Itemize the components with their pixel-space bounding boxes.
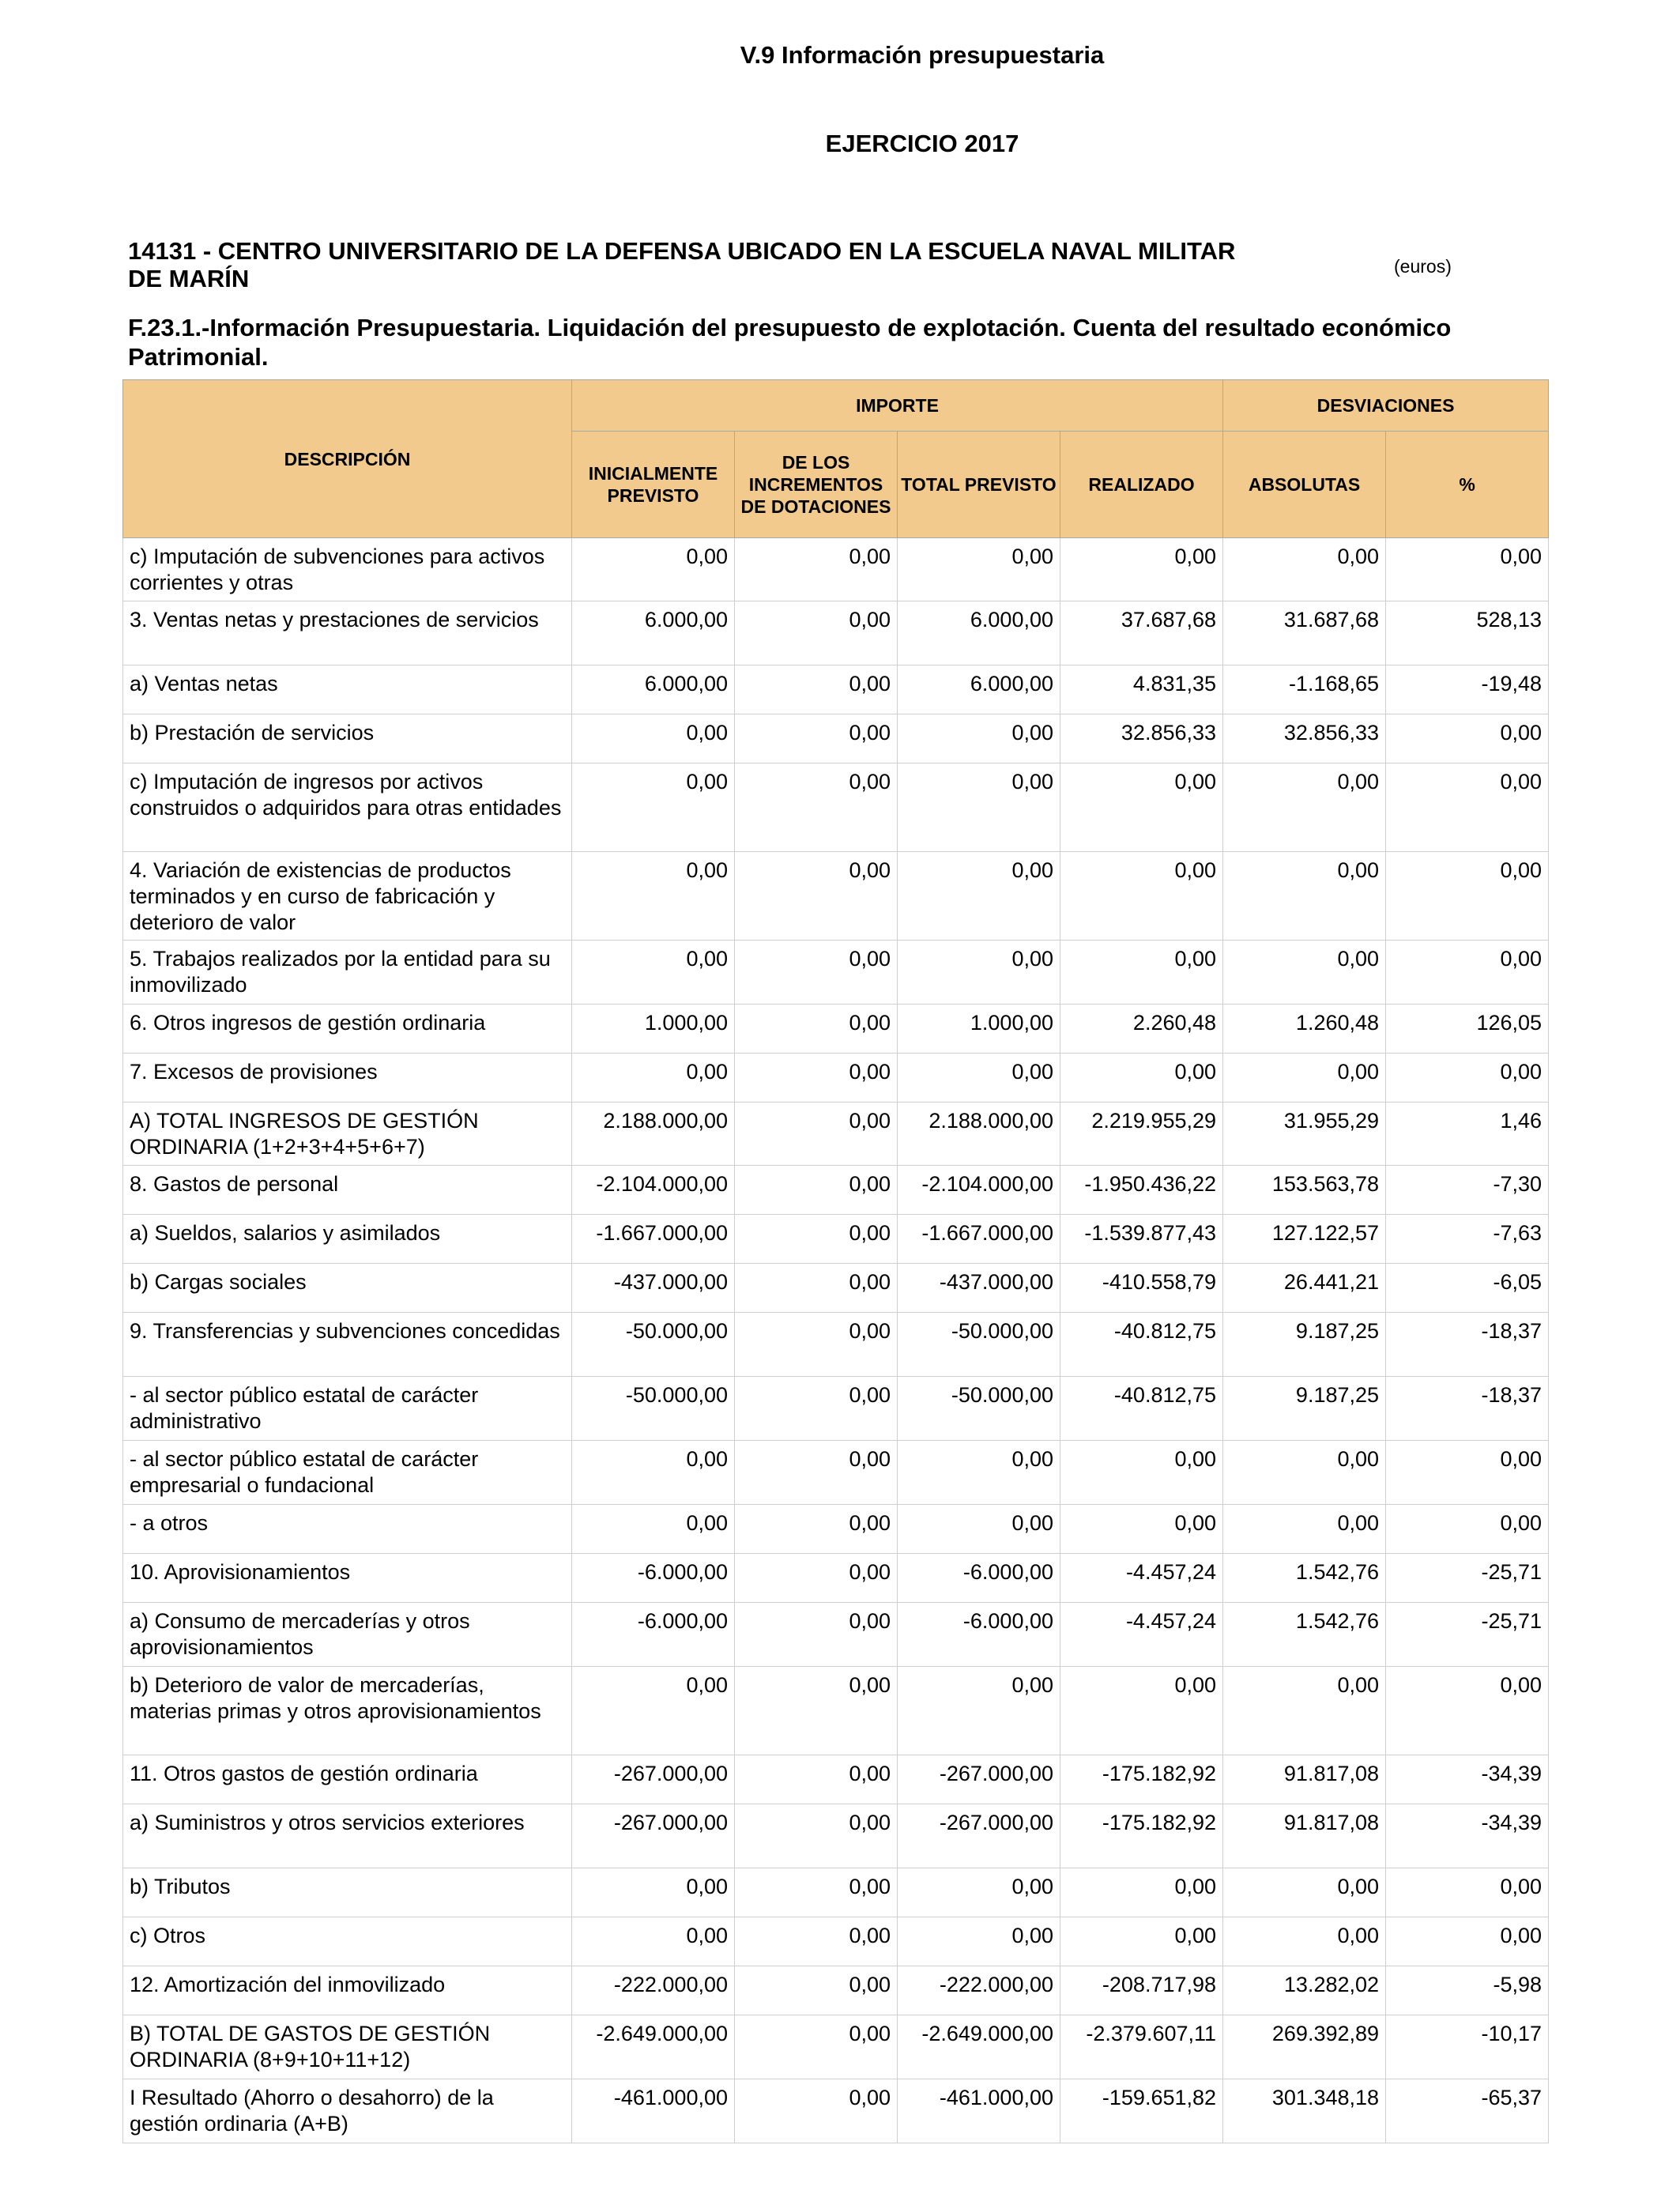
cell-ini: 0,00 [572, 1054, 735, 1103]
cell-abs: 1.542,76 [1223, 1603, 1386, 1667]
cell-pct: 1,46 [1386, 1103, 1549, 1166]
cell-tot: 0,00 [898, 941, 1060, 1005]
cell-ini: -6.000,00 [572, 1554, 735, 1603]
cell-inc: 0,00 [735, 1005, 898, 1054]
row-description: 9. Transferencias y subvenciones concedidas [123, 1313, 572, 1377]
cell-tot: -267.000,00 [898, 1755, 1060, 1804]
cell-rea: 0,00 [1060, 763, 1223, 852]
cell-tot: -50.000,00 [898, 1377, 1060, 1441]
row-description: I Resultado (Ahorro o desahorro) de la gestión ordinaria (A+B) [123, 2079, 572, 2143]
header-realizado: REALIZADO [1060, 432, 1223, 538]
table-row [123, 1215, 1549, 1264]
cell-tot: 0,00 [898, 1868, 1060, 1917]
cell-abs: 0,00 [1223, 1917, 1386, 1966]
cell-inc: 0,00 [735, 1917, 898, 1966]
cell-ini: -1.667.000,00 [572, 1215, 735, 1264]
budget-table [122, 379, 1549, 2143]
table-row [123, 1264, 1549, 1313]
cell-abs: 31.687,68 [1223, 601, 1386, 665]
cell-inc: 0,00 [735, 1603, 898, 1667]
cell-tot: 0,00 [898, 763, 1060, 852]
cell-inc: 0,00 [735, 1377, 898, 1441]
table-row [123, 763, 1549, 852]
cell-tot: -2.649.000,00 [898, 2015, 1060, 2079]
cell-inc: 0,00 [735, 941, 898, 1005]
cell-abs: 0,00 [1223, 1441, 1386, 1505]
cell-inc: 0,00 [735, 1505, 898, 1554]
cell-pct: 126,05 [1386, 1005, 1549, 1054]
cell-rea: 4.831,35 [1060, 665, 1223, 714]
cell-tot: -461.000,00 [898, 2079, 1060, 2143]
cell-ini: -50.000,00 [572, 1377, 735, 1441]
cell-ini: 0,00 [572, 1505, 735, 1554]
cell-rea: 0,00 [1060, 538, 1223, 601]
cell-pct: 0,00 [1386, 1868, 1549, 1917]
cell-ini: -50.000,00 [572, 1313, 735, 1377]
cell-abs: -1.168,65 [1223, 665, 1386, 714]
cell-inc: 0,00 [735, 1166, 898, 1215]
cell-ini: 0,00 [572, 538, 735, 601]
table-row [123, 941, 1549, 1005]
cell-inc: 0,00 [735, 665, 898, 714]
cell-rea: -40.812,75 [1060, 1377, 1223, 1441]
cell-abs: 269.392,89 [1223, 2015, 1386, 2079]
cell-tot: 6.000,00 [898, 601, 1060, 665]
cell-pct: -19,48 [1386, 665, 1549, 714]
header-incrementos: DE LOS INCREMENTOS DE DOTACIONES [735, 432, 898, 538]
cell-inc: 0,00 [735, 1804, 898, 1868]
row-description: - a otros [123, 1505, 572, 1554]
cell-tot: 0,00 [898, 714, 1060, 763]
cell-inc: 0,00 [735, 1103, 898, 1166]
cell-pct: 0,00 [1386, 941, 1549, 1005]
exercise-title: EJERCICIO 2017 [825, 130, 1019, 157]
row-description: 12. Amortización del inmovilizado [123, 1966, 572, 2015]
cell-abs: 0,00 [1223, 763, 1386, 852]
cell-abs: 1.260,48 [1223, 1005, 1386, 1054]
cell-tot: 0,00 [898, 1054, 1060, 1103]
header-importe: IMPORTE [572, 380, 1223, 432]
cell-abs: 1.542,76 [1223, 1554, 1386, 1603]
cell-ini: -222.000,00 [572, 1966, 735, 2015]
cell-inc: 0,00 [735, 2015, 898, 2079]
cell-inc: 0,00 [735, 714, 898, 763]
cell-pct: -10,17 [1386, 2015, 1549, 2079]
row-description: 8. Gastos de personal [123, 1166, 572, 1215]
cell-rea: 37.687,68 [1060, 601, 1223, 665]
table-row [123, 1005, 1549, 1054]
cell-pct: 0,00 [1386, 538, 1549, 601]
cell-abs: 26.441,21 [1223, 1264, 1386, 1313]
cell-tot: -267.000,00 [898, 1804, 1060, 1868]
report-subtitle: F.23.1.-Información Presupuestaria. Liquidación del presupuesto de explotación. Cuenta del resultado económico Patrimonial. [128, 314, 1452, 371]
cell-pct: -18,37 [1386, 1313, 1549, 1377]
header-total-previsto: TOTAL PREVISTO [898, 432, 1060, 538]
table-row [123, 1966, 1549, 2015]
cell-rea: 0,00 [1060, 852, 1223, 941]
row-description: c) Imputación de subvenciones para activos corrientes y otras [123, 538, 572, 601]
header-descripcion: DESCRIPCIÓN [123, 380, 572, 538]
table-row [123, 852, 1549, 941]
row-description: 6. Otros ingresos de gestión ordinaria [123, 1005, 572, 1054]
table-row [123, 1103, 1549, 1166]
cell-rea: -1.539.877,43 [1060, 1215, 1223, 1264]
cell-pct: 0,00 [1386, 1667, 1549, 1755]
cell-tot: -2.104.000,00 [898, 1166, 1060, 1215]
cell-abs: 0,00 [1223, 1505, 1386, 1554]
cell-rea: 0,00 [1060, 1917, 1223, 1966]
cell-rea: 0,00 [1060, 1441, 1223, 1505]
cell-inc: 0,00 [735, 538, 898, 601]
cell-pct: 0,00 [1386, 714, 1549, 763]
cell-inc: 0,00 [735, 1966, 898, 2015]
cell-pct: 0,00 [1386, 852, 1549, 941]
cell-pct: -7,63 [1386, 1215, 1549, 1264]
cell-tot: 6.000,00 [898, 665, 1060, 714]
cell-abs: 31.955,29 [1223, 1103, 1386, 1166]
cell-inc: 0,00 [735, 2079, 898, 2143]
header-inicialmente-previsto: INICIALMENTE PREVISTO [572, 432, 735, 538]
cell-abs: 153.563,78 [1223, 1166, 1386, 1215]
cell-ini: 0,00 [572, 941, 735, 1005]
cell-pct: -6,05 [1386, 1264, 1549, 1313]
cell-tot: -222.000,00 [898, 1966, 1060, 2015]
table-row [123, 1054, 1549, 1103]
table-row [123, 2079, 1549, 2143]
table-body [123, 538, 1549, 2143]
cell-ini: 0,00 [572, 763, 735, 852]
row-description: 11. Otros gastos de gestión ordinaria [123, 1755, 572, 1804]
cell-ini: 6.000,00 [572, 665, 735, 714]
table-row [123, 538, 1549, 601]
cell-rea: 0,00 [1060, 1054, 1223, 1103]
cell-tot: -6.000,00 [898, 1554, 1060, 1603]
cell-ini: -267.000,00 [572, 1755, 735, 1804]
row-description: c) Imputación de ingresos por activos construidos o adquiridos para otras entidades [123, 763, 572, 852]
cell-inc: 0,00 [735, 763, 898, 852]
cell-abs: 127.122,57 [1223, 1215, 1386, 1264]
cell-tot: -6.000,00 [898, 1603, 1060, 1667]
cell-inc: 0,00 [735, 1868, 898, 1917]
row-description: a) Sueldos, salarios y asimilados [123, 1215, 572, 1264]
cell-pct: -34,39 [1386, 1804, 1549, 1868]
cell-pct: -65,37 [1386, 2079, 1549, 2143]
header-porcentaje: % [1386, 432, 1549, 538]
cell-pct: 0,00 [1386, 1505, 1549, 1554]
row-description: b) Cargas sociales [123, 1264, 572, 1313]
cell-tot: 0,00 [898, 1505, 1060, 1554]
row-description: 4. Variación de existencias de productos terminados y en curso de fabricación y deterioro de valor [123, 852, 572, 941]
cell-tot: 0,00 [898, 852, 1060, 941]
cell-tot: -437.000,00 [898, 1264, 1060, 1313]
cell-abs: 301.348,18 [1223, 2079, 1386, 2143]
table-header [123, 380, 1549, 538]
cell-ini: 1.000,00 [572, 1005, 735, 1054]
cell-ini: -267.000,00 [572, 1804, 735, 1868]
cell-abs: 0,00 [1223, 1667, 1386, 1755]
table-row [123, 1505, 1549, 1554]
cell-pct: -7,30 [1386, 1166, 1549, 1215]
row-description: b) Tributos [123, 1868, 572, 1917]
cell-rea: -208.717,98 [1060, 1966, 1223, 2015]
cell-abs: 0,00 [1223, 1054, 1386, 1103]
cell-ini: 0,00 [572, 1868, 735, 1917]
cell-rea: -1.950.436,22 [1060, 1166, 1223, 1215]
cell-rea: 2.219.955,29 [1060, 1103, 1223, 1166]
cell-ini: 6.000,00 [572, 601, 735, 665]
cell-inc: 0,00 [735, 1667, 898, 1755]
cell-inc: 0,00 [735, 1441, 898, 1505]
cell-abs: 9.187,25 [1223, 1377, 1386, 1441]
cell-rea: -4.457,24 [1060, 1554, 1223, 1603]
cell-tot: 0,00 [898, 1917, 1060, 1966]
section-title: V.9 Información presupuestaria [740, 41, 1105, 69]
cell-abs: 0,00 [1223, 538, 1386, 601]
cell-rea: 0,00 [1060, 1868, 1223, 1917]
table-row [123, 2015, 1549, 2079]
cell-ini: -437.000,00 [572, 1264, 735, 1313]
header-desviaciones: DESVIACIONES [1223, 380, 1549, 432]
cell-rea: 0,00 [1060, 941, 1223, 1005]
cell-rea: -4.457,24 [1060, 1603, 1223, 1667]
table-row [123, 1667, 1549, 1755]
table-row [123, 1917, 1549, 1966]
cell-pct: -5,98 [1386, 1966, 1549, 2015]
cell-pct: -18,37 [1386, 1377, 1549, 1441]
header-absolutas: ABSOLUTAS [1223, 432, 1386, 538]
row-description: c) Otros [123, 1917, 572, 1966]
cell-rea: -40.812,75 [1060, 1313, 1223, 1377]
row-description: b) Prestación de servicios [123, 714, 572, 763]
row-description: B) TOTAL DE GASTOS DE GESTIÓN ORDINARIA (8+9+10+11+12) [123, 2015, 572, 2079]
cell-ini: -461.000,00 [572, 2079, 735, 2143]
table-row [123, 1868, 1549, 1917]
row-description: a) Consumo de mercaderías y otros aprovisionamientos [123, 1603, 572, 1667]
cell-abs: 0,00 [1223, 1868, 1386, 1917]
cell-pct: -25,71 [1386, 1554, 1549, 1603]
cell-rea: -2.379.607,11 [1060, 2015, 1223, 2079]
cell-tot: -1.667.000,00 [898, 1215, 1060, 1264]
row-description: - al sector público estatal de carácter empresarial o fundacional [123, 1441, 572, 1505]
cell-abs: 0,00 [1223, 941, 1386, 1005]
table-row [123, 1755, 1549, 1804]
cell-abs: 32.856,33 [1223, 714, 1386, 763]
row-description: A) TOTAL INGRESOS DE GESTIÓN ORDINARIA (1+2+3+4+5+6+7) [123, 1103, 572, 1166]
table-row [123, 1554, 1549, 1603]
row-description: 10. Aprovisionamientos [123, 1554, 572, 1603]
cell-pct: 528,13 [1386, 601, 1549, 665]
table-row [123, 714, 1549, 763]
cell-rea: -175.182,92 [1060, 1755, 1223, 1804]
cell-inc: 0,00 [735, 601, 898, 665]
row-description: a) Suministros y otros servicios exteriores [123, 1804, 572, 1868]
cell-abs: 91.817,08 [1223, 1755, 1386, 1804]
cell-pct: 0,00 [1386, 1054, 1549, 1103]
cell-inc: 0,00 [735, 852, 898, 941]
cell-pct: 0,00 [1386, 1917, 1549, 1966]
row-description: a) Ventas netas [123, 665, 572, 714]
cell-inc: 0,00 [735, 1054, 898, 1103]
table-row [123, 1804, 1549, 1868]
cell-tot: -50.000,00 [898, 1313, 1060, 1377]
cell-tot: 0,00 [898, 1441, 1060, 1505]
row-description: 3. Ventas netas y prestaciones de servicios [123, 601, 572, 665]
cell-inc: 0,00 [735, 1554, 898, 1603]
units-label: (euros) [1394, 256, 1452, 277]
cell-tot: 1.000,00 [898, 1005, 1060, 1054]
cell-pct: 0,00 [1386, 1441, 1549, 1505]
cell-rea: -175.182,92 [1060, 1804, 1223, 1868]
cell-ini: -2.104.000,00 [572, 1166, 735, 1215]
cell-abs: 13.282,02 [1223, 1966, 1386, 2015]
cell-ini: 2.188.000,00 [572, 1103, 735, 1166]
cell-ini: 0,00 [572, 1441, 735, 1505]
cell-abs: 91.817,08 [1223, 1804, 1386, 1868]
table-row [123, 1603, 1549, 1667]
cell-tot: 2.188.000,00 [898, 1103, 1060, 1166]
table-row [123, 665, 1549, 714]
cell-pct: -34,39 [1386, 1755, 1549, 1804]
cell-pct: -25,71 [1386, 1603, 1549, 1667]
cell-rea: 0,00 [1060, 1505, 1223, 1554]
cell-inc: 0,00 [735, 1313, 898, 1377]
cell-rea: 32.856,33 [1060, 714, 1223, 763]
cell-rea: 2.260,48 [1060, 1005, 1223, 1054]
cell-ini: 0,00 [572, 852, 735, 941]
table-row [123, 1166, 1549, 1215]
table-row [123, 1377, 1549, 1441]
cell-ini: 0,00 [572, 1667, 735, 1755]
cell-ini: 0,00 [572, 1917, 735, 1966]
cell-rea: -410.558,79 [1060, 1264, 1223, 1313]
cell-ini: -2.649.000,00 [572, 2015, 735, 2079]
cell-ini: -6.000,00 [572, 1603, 735, 1667]
cell-tot: 0,00 [898, 1667, 1060, 1755]
table-row [123, 1313, 1549, 1377]
cell-tot: 0,00 [898, 538, 1060, 601]
table-row [123, 1441, 1549, 1505]
cell-inc: 0,00 [735, 1215, 898, 1264]
cell-inc: 0,00 [735, 1264, 898, 1313]
cell-rea: 0,00 [1060, 1667, 1223, 1755]
entity-title: 14131 - CENTRO UNIVERSITARIO DE LA DEFENSA UBICADO EN LA ESCUELA NAVAL MILITAR DE MARÍN [128, 237, 1236, 292]
row-description: - al sector público estatal de carácter administrativo [123, 1377, 572, 1441]
row-description: 5. Trabajos realizados por la entidad para su inmovilizado [123, 941, 572, 1005]
table-row [123, 601, 1549, 665]
cell-ini: 0,00 [572, 714, 735, 763]
cell-rea: -159.651,82 [1060, 2079, 1223, 2143]
row-description: b) Deterioro de valor de mercaderías, materias primas y otros aprovisionamientos [123, 1667, 572, 1755]
row-description: 7. Excesos de provisiones [123, 1054, 572, 1103]
cell-pct: 0,00 [1386, 763, 1549, 852]
cell-abs: 9.187,25 [1223, 1313, 1386, 1377]
cell-abs: 0,00 [1223, 852, 1386, 941]
cell-inc: 0,00 [735, 1755, 898, 1804]
